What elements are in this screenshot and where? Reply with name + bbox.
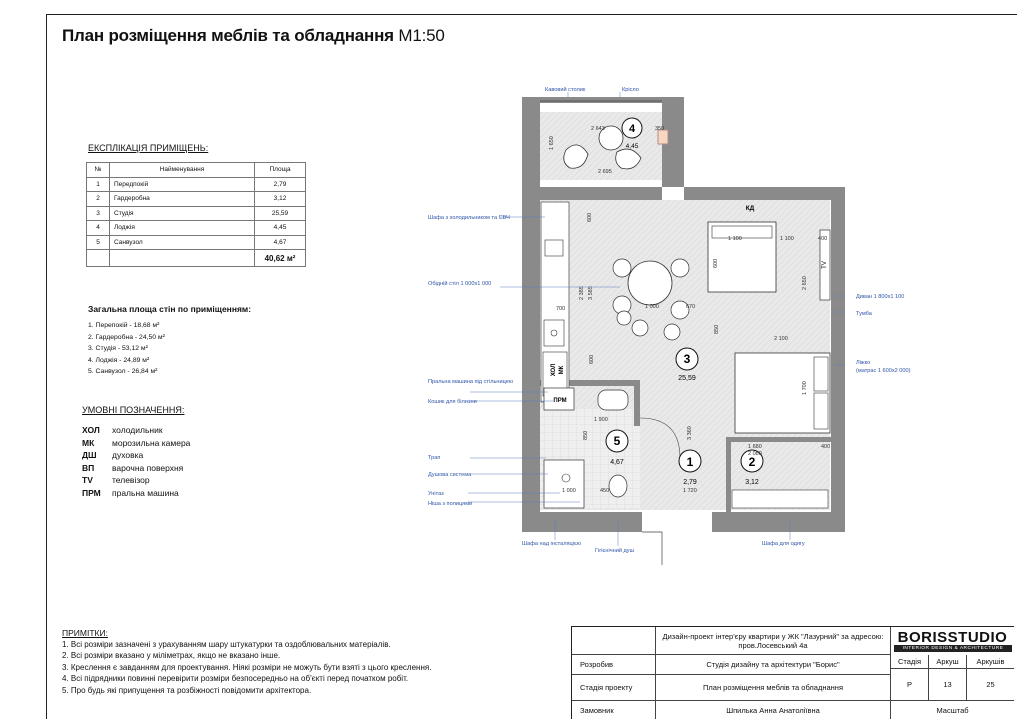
svg-text:1 720: 1 720 bbox=[683, 488, 697, 494]
sheet-column: Аркуш bbox=[929, 655, 967, 669]
room-number: 3 bbox=[683, 352, 691, 366]
svg-text:1 900: 1 900 bbox=[594, 417, 608, 423]
svg-text:2 643: 2 643 bbox=[591, 126, 605, 132]
svg-text:Ліжко: Ліжко bbox=[856, 360, 871, 366]
room-number: 1 bbox=[686, 455, 694, 469]
walls-heading: Загальна площа стін по приміщенням: bbox=[88, 304, 252, 314]
list-item: 4. Лоджія - 24,89 м² bbox=[88, 356, 150, 364]
tv-label: TV bbox=[822, 261, 828, 269]
svg-text:2 100: 2 100 bbox=[774, 336, 788, 342]
explication-heading: ЕКСПЛІКАЦІЯ ПРИМІЩЕНЬ: bbox=[88, 143, 209, 153]
table-row: 3 Студія 25,59 bbox=[87, 206, 306, 221]
svg-text:Душова система: Душова система bbox=[428, 472, 472, 478]
svg-text:600: 600 bbox=[589, 354, 595, 364]
list-item: 2. Всі розміри вказано у міліметрах, якщо не вказано інше. bbox=[62, 651, 281, 661]
svg-text:1 680: 1 680 bbox=[748, 444, 762, 450]
brand-logo: BORISSTUDIO bbox=[897, 628, 1008, 646]
svg-text:3 585: 3 585 bbox=[588, 286, 594, 300]
legend-item: ПРМ пральна машина bbox=[82, 487, 179, 498]
svg-text:670: 670 bbox=[686, 304, 696, 310]
svg-text:Крісло: Крісло bbox=[622, 87, 639, 93]
svg-text:700: 700 bbox=[556, 306, 566, 312]
stage-value: Р bbox=[891, 669, 929, 701]
stage-label: Стадія проекту bbox=[572, 675, 656, 701]
list-item: 2. Гардеробна - 24,50 м² bbox=[88, 333, 165, 341]
svg-text:1 100: 1 100 bbox=[780, 236, 794, 242]
svg-text:Обідній стіл 1 000х1 000: Обідній стіл 1 000х1 000 bbox=[428, 281, 492, 287]
svg-text:1 700: 1 700 bbox=[802, 381, 808, 395]
svg-text:Тумба: Тумба bbox=[856, 311, 872, 317]
room-area: 4,45 bbox=[625, 143, 639, 150]
project-name: Дизайн-проект інтер'єру квартири у ЖК "Лазурний" за адресою: пров.Лосевський 4а bbox=[656, 627, 891, 655]
svg-text:450: 450 bbox=[600, 488, 610, 494]
room-number: 4 bbox=[628, 123, 636, 135]
list-item: 3. Креслення є завданням для проектування. Ніякі розміри не можуть бути взяті з цього креслення. bbox=[62, 662, 432, 672]
list-item: 3. Студія - 53,12 м² bbox=[88, 345, 148, 353]
svg-text:2 080: 2 080 bbox=[748, 451, 762, 457]
svg-text:400: 400 bbox=[818, 236, 828, 242]
svg-text:1 000: 1 000 bbox=[645, 304, 659, 310]
column-header: Площа bbox=[255, 163, 306, 178]
legend-item: ХОЛ холодильник bbox=[82, 425, 163, 435]
table-row: 1 Передпокій 2,79 bbox=[87, 177, 306, 192]
sheet-title: План розміщення меблів та обладнання bbox=[656, 675, 891, 701]
developed-value: Студія дизайну та архітектури "Борис" bbox=[656, 655, 891, 675]
legend-item: МК морозильна камера bbox=[82, 437, 191, 448]
washer-label: ПРМ bbox=[553, 398, 567, 404]
fridge-label: ХОЛ bbox=[551, 363, 557, 377]
list-item: 1. Всі розміри зазначені з урахуванням шару штукатурки та оздоблювальних матеріалів. bbox=[62, 640, 391, 649]
svg-text:600: 600 bbox=[713, 258, 719, 268]
svg-text:3 360: 3 360 bbox=[687, 426, 693, 440]
svg-text:(матрас 1 600х2 000): (матрас 1 600х2 000) bbox=[856, 368, 911, 374]
svg-text:2 650: 2 650 bbox=[802, 276, 808, 290]
stage-column: Стадія bbox=[891, 655, 929, 669]
svg-text:1 000: 1 000 bbox=[562, 488, 576, 494]
kd-label: КД bbox=[745, 205, 755, 212]
svg-text:1 100: 1 100 bbox=[728, 236, 742, 242]
room-area: 4,67 bbox=[610, 459, 624, 466]
sheets-value: 25 bbox=[967, 669, 1014, 701]
customer-label: Замовник bbox=[572, 701, 656, 719]
room-area: 2,79 bbox=[683, 479, 697, 486]
title-block bbox=[571, 626, 1014, 719]
svg-text:1 650: 1 650 bbox=[549, 136, 555, 150]
svg-text:Шафа з холодильником та СВЧ: Шафа з холодильником та СВЧ bbox=[428, 215, 510, 221]
svg-text:Унітаз: Унітаз bbox=[428, 491, 444, 497]
room-area: 3,12 bbox=[745, 479, 759, 486]
brand-tagline: INTERIOR DESIGN & ARCHITECTURE bbox=[894, 645, 1012, 652]
svg-text:Трап: Трап bbox=[428, 455, 441, 461]
page-title: План розміщення меблів та обладнання М1:50 bbox=[62, 26, 445, 45]
room-number: 5 bbox=[613, 434, 621, 448]
svg-text:400: 400 bbox=[821, 444, 831, 450]
legend-item: ДШ духовка bbox=[82, 450, 144, 461]
notes-heading: ПРИМІТКИ: bbox=[62, 628, 108, 638]
svg-text:2 385: 2 385 bbox=[579, 286, 585, 300]
freezer-label: МК bbox=[559, 365, 565, 375]
list-item: 4. Всі підрядники повинні перевірити розміри безпосередньо на об'єкті перед початком робіт. bbox=[62, 674, 409, 684]
table-row: 4 Лоджія 4,45 bbox=[87, 221, 306, 236]
customer-value: Шпилька Анна Анатоліївна bbox=[656, 701, 891, 719]
notes-list bbox=[62, 639, 431, 696]
legend-heading: УМОВНІ ПОЗНАЧЕННЯ: bbox=[82, 405, 185, 415]
list-item: 1. Перепокій - 18,68 м² bbox=[88, 322, 160, 329]
svg-text:Шафа над інсталяцією: Шафа над інсталяцією bbox=[522, 541, 582, 547]
svg-text:Пральна машина під стільницею: Пральна машина під стільницею bbox=[428, 379, 514, 385]
room-number: 2 bbox=[748, 455, 756, 469]
legend-item: ВП варочна поверхня bbox=[82, 462, 184, 473]
svg-text:Шафа для одягу: Шафа для одягу bbox=[762, 541, 805, 547]
sheets-column: Аркушів bbox=[967, 655, 1014, 669]
svg-text:Кошик для білизни: Кошик для білизни bbox=[428, 399, 477, 405]
legend-item: TV телевізор bbox=[82, 475, 150, 486]
svg-text:Кавовий столик: Кавовий столик bbox=[545, 87, 586, 93]
column-header: № bbox=[87, 163, 110, 178]
svg-text:Ніша з полицями: Ніша з полицями bbox=[428, 501, 473, 507]
scale-label: Масштаб bbox=[936, 705, 969, 715]
svg-text:Диван 1 800х1 100: Диван 1 800х1 100 bbox=[856, 294, 905, 300]
svg-text:600: 600 bbox=[587, 212, 593, 222]
table-row: 2 Гардеробна 3,12 bbox=[87, 192, 306, 207]
table-row: 5 Санвузол 4,67 bbox=[87, 235, 306, 250]
developed-label: Розробив bbox=[572, 655, 656, 675]
svg-text:Гігієнічний душ: Гігієнічний душ bbox=[595, 548, 635, 554]
svg-text:2 695: 2 695 bbox=[598, 169, 612, 175]
column-header: Найменування bbox=[110, 163, 255, 178]
sheet-value: 13 bbox=[929, 669, 967, 701]
svg-text:350: 350 bbox=[655, 126, 665, 132]
room-area: 25,59 bbox=[678, 375, 696, 382]
total-area: 40,62 м² bbox=[255, 250, 306, 267]
list-item: 5. Санвузол - 26,84 м² bbox=[88, 368, 158, 376]
svg-text:850: 850 bbox=[583, 430, 589, 440]
list-item: 5. Про будь які припущення та розбіжності повідомити архітектора. bbox=[62, 685, 312, 695]
svg-text:850: 850 bbox=[714, 324, 720, 334]
